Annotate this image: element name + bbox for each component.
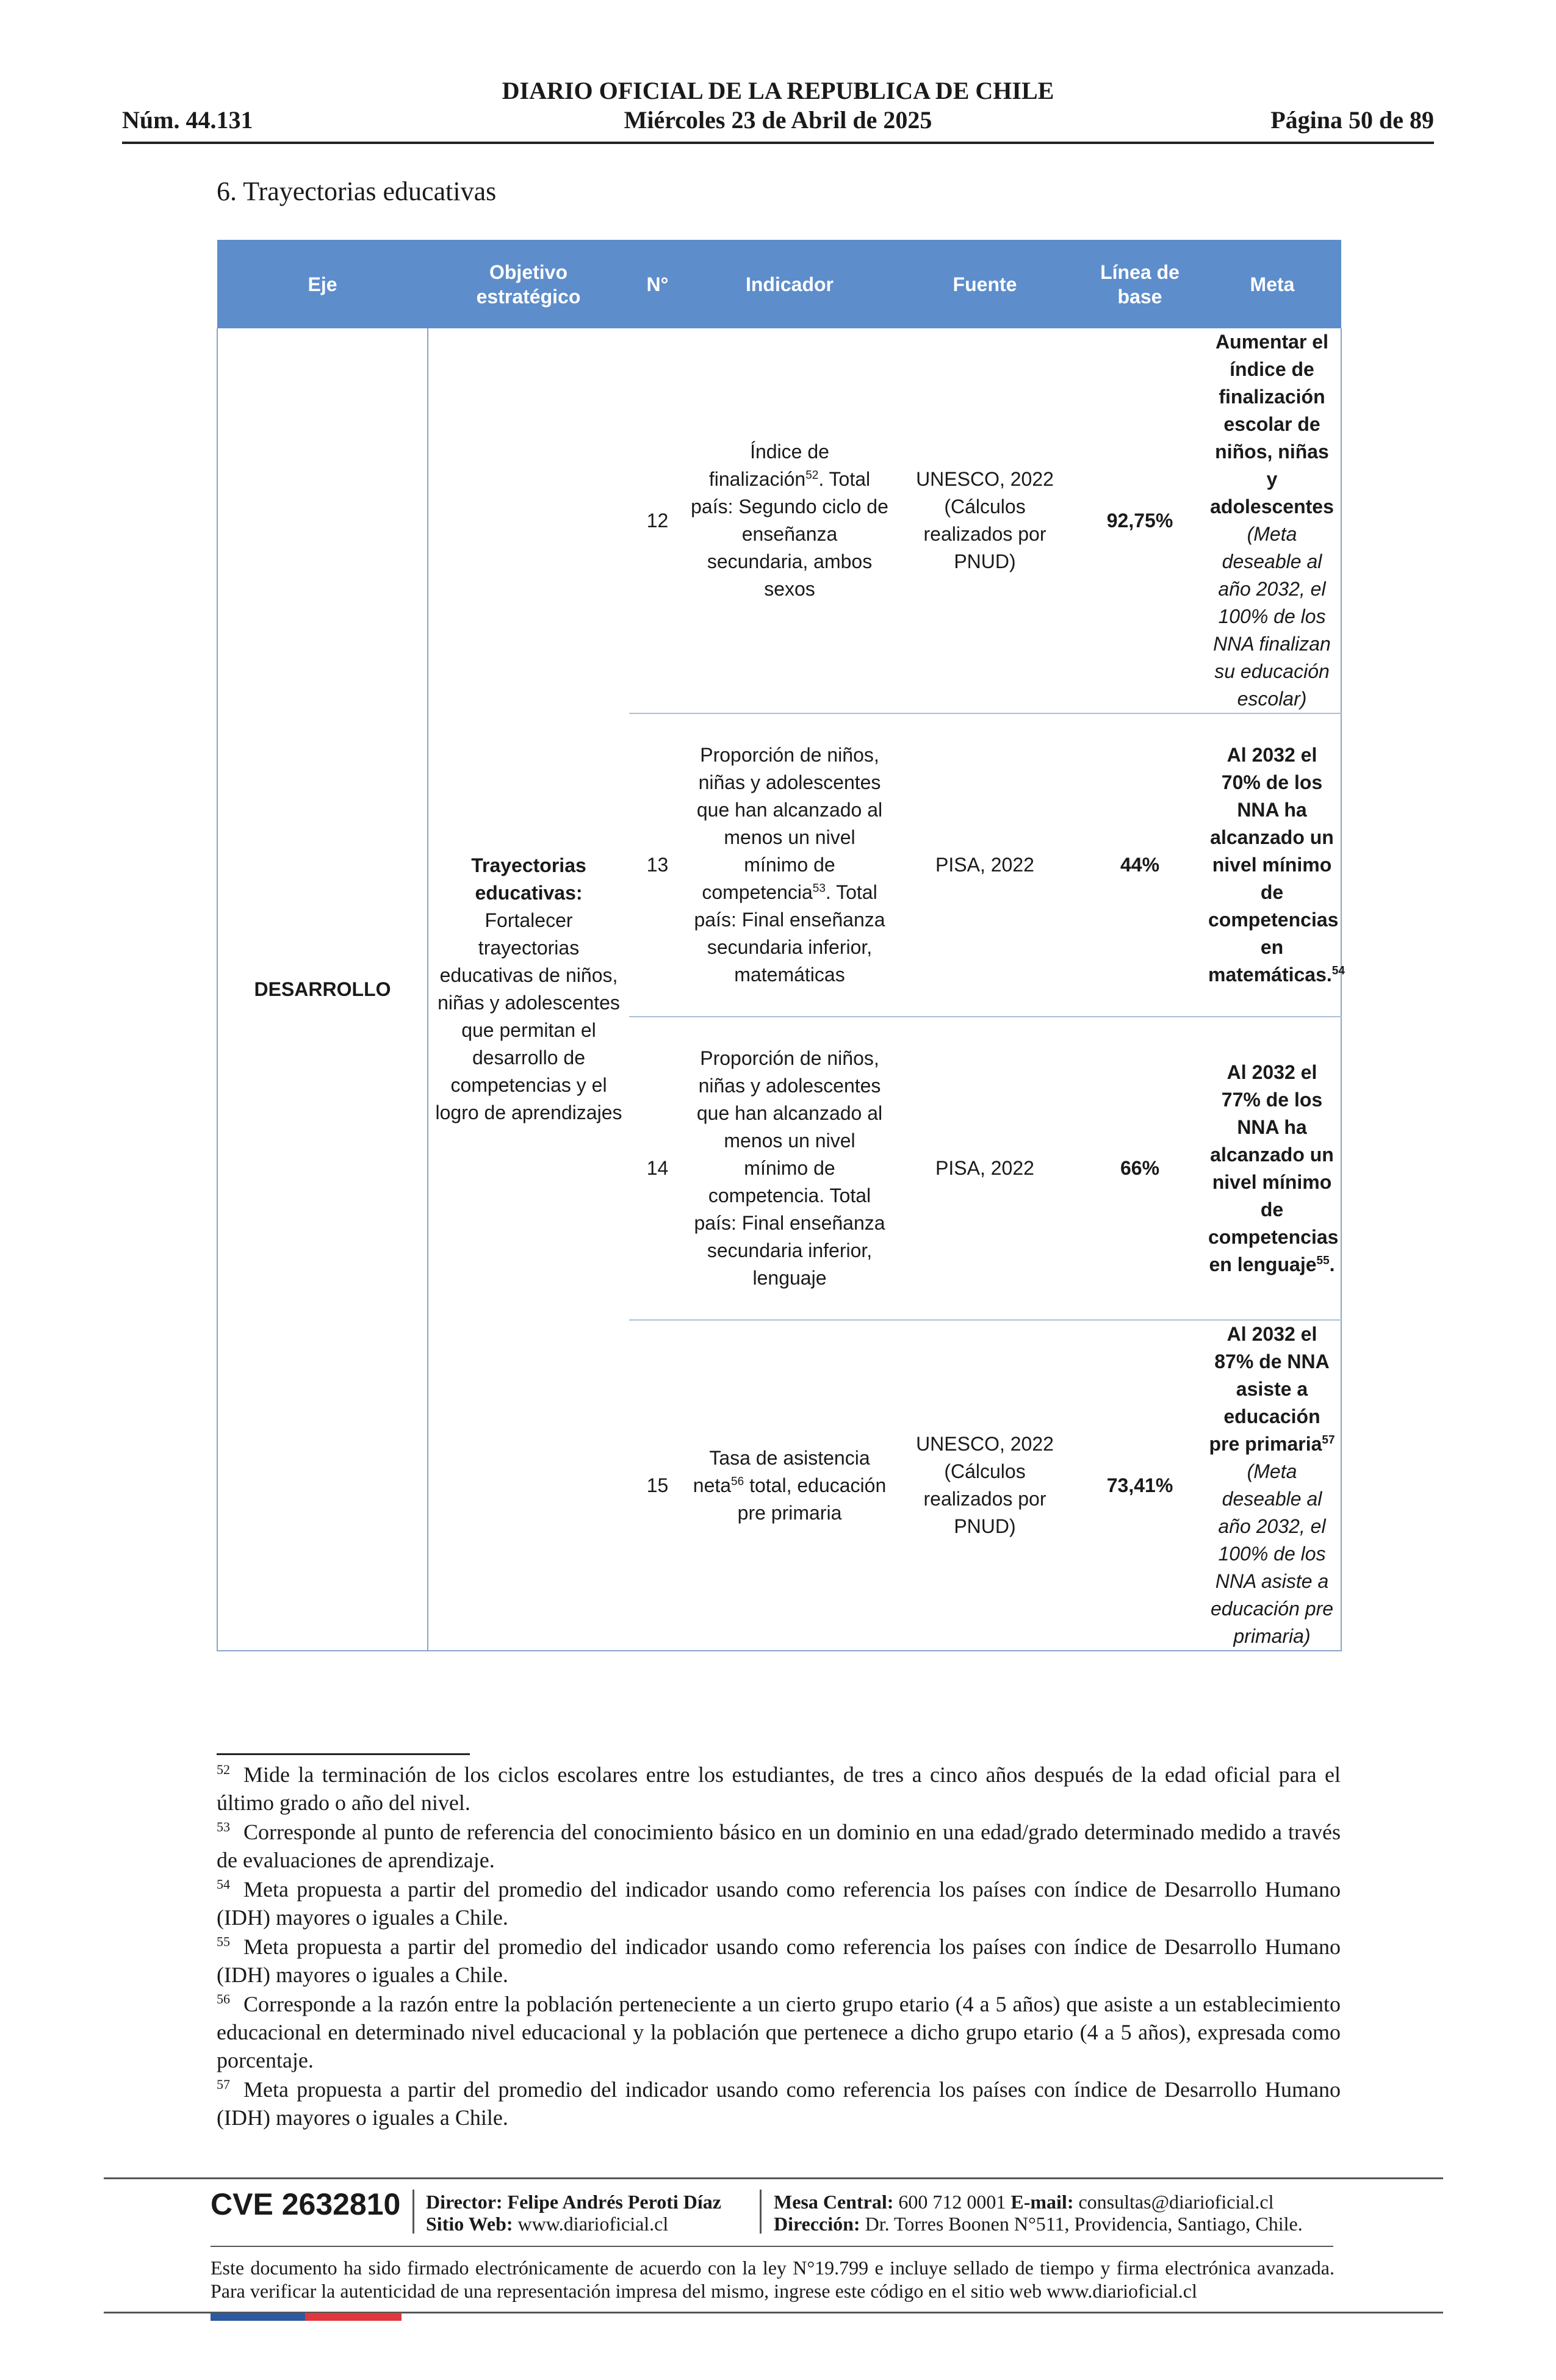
indicador-cell (686, 1320, 893, 1651)
footnote-mark: 54 (217, 1877, 230, 1892)
row-number: 14 (629, 1017, 686, 1320)
footer-divider-top (104, 2177, 1443, 2179)
direccion-label: Dirección: (774, 2213, 860, 2235)
meta-bold: Al 2032 el 70% de los NNA ha alcanzado un nivel mínimo de competencias en matemáticas. (1208, 744, 1339, 986)
footnote-ref: 52 (805, 469, 819, 482)
footnote-ref: 53 (812, 882, 826, 895)
meta-italic: (Meta deseable al año 2032, el 100% de los NNA asiste a educación pre primaria) (1210, 1460, 1334, 1647)
linea-base-cell: 66% (1076, 1017, 1203, 1320)
header-eje: Eje (217, 240, 428, 328)
footer-separator (412, 2190, 414, 2234)
footnote (217, 1990, 1341, 2074)
meta-cell (1203, 1320, 1341, 1651)
row-number: 15 (629, 1320, 686, 1651)
director-label: Director: (426, 2191, 503, 2213)
footnote (217, 1933, 1341, 1989)
objetivo-cell (428, 328, 629, 1651)
table-row (217, 328, 1341, 713)
footnote-ref: 54 (1331, 964, 1345, 978)
table-header-row (217, 240, 1341, 328)
indicador-text-post: total, educación pre primaria (737, 1474, 887, 1524)
website-link[interactable]: www.diarioficial.cl (517, 2213, 669, 2235)
header-objetivo (428, 240, 629, 328)
objetivo-bold: Trayectorias educativas: (471, 854, 586, 904)
footnote (217, 1875, 1341, 1931)
page-header (122, 76, 1434, 143)
footer-separator (760, 2190, 762, 2234)
header-center (122, 76, 1434, 135)
indicador-cell (686, 713, 893, 1017)
mesa-label: Mesa Central: (774, 2191, 894, 2213)
header-objetivo-line2: estratégico (476, 285, 581, 308)
footer-contact (774, 2191, 1303, 2235)
header-linea-line2: base (1117, 285, 1162, 308)
header-numero: N° (629, 240, 686, 328)
footnote-text: Corresponde a la razón entre la población perteneciente a un cierto grupo etario (4 a 5 años) que asiste a un establecimiento educacional en determinado nivel educacional y la población que pertenece a dicho grupo etario (4 a 5 años), expresada como porcentaje. (217, 1992, 1341, 2072)
footnote-divider (217, 1753, 470, 1755)
cve-code: CVE 2632810 (211, 2187, 401, 2221)
section-title: 6. Trayectorias educativas (217, 176, 497, 206)
header-linea-base (1076, 240, 1203, 328)
fuente-cell: PISA, 2022 (893, 713, 1076, 1017)
header-divider (122, 142, 1434, 144)
header-fuente: Fuente (893, 240, 1076, 328)
header-linea-line1: Línea de (1100, 261, 1180, 283)
flag-stripe-blue (211, 2313, 305, 2321)
meta-bold-post: . (1329, 1253, 1335, 1275)
signature-note: Este documento ha sido firmado electrónicamente de acuerdo con la ley N°19.799 e incluye sellado de tiempo y firma electrónica avanzada. Para verificar la autenticidad de una representación impresa del mismo, ingrese este código en el sitio web www.diarioficial.cl (211, 2257, 1334, 2302)
linea-base-cell: 73,41% (1076, 1320, 1203, 1651)
footnote-text: Mide la terminación de los ciclos escolares entre los estudiantes, de tres a cinco años después de la edad oficial para el último grado o año del nivel. (217, 1762, 1341, 1815)
footnote-ref: 55 (1316, 1253, 1330, 1267)
footnote-text: Meta propuesta a partir del promedio del indicador usando como referencia los países con índice de Desarrollo Humano (IDH) mayores o iguales a Chile. (217, 1877, 1341, 1930)
linea-base-cell: 44% (1076, 713, 1203, 1017)
indicators-table (217, 240, 1345, 1651)
footnote (217, 1818, 1341, 1874)
row-number: 13 (629, 713, 686, 1017)
footnote-mark: 52 (217, 1762, 230, 1777)
footnote (217, 1761, 1341, 1817)
publication-date: Miércoles 23 de Abril de 2025 (624, 106, 932, 134)
mesa-phone: 600 712 0001 (898, 2191, 1006, 2213)
email-label: E-mail: (1010, 2191, 1074, 2213)
fuente-cell: PISA, 2022 (893, 1017, 1076, 1320)
indicador-text: Proporción de niños, niñas y adolescentes que han alcanzado al menos un nivel mínimo de competencia. Total país: Final enseñanza secundaria inferior, lenguaje (694, 1047, 885, 1289)
meta-cell (1203, 713, 1345, 1017)
meta-bold: Al 2032 el 77% de los NNA ha alcanzado un nivel mínimo de competencias en lenguaje (1208, 1061, 1339, 1275)
fuente-cell: UNESCO, 2022 (Cálculos realizados por PNUD) (893, 328, 1076, 713)
footnote (217, 2075, 1341, 2132)
indicador-text-post: . Total país: Segundo ciclo de enseñanza secundaria, ambos sexos (691, 468, 888, 600)
director-name: Felipe Andrés Peroti Díaz (507, 2191, 721, 2213)
indicador-text: Tasa de asistencia neta (693, 1446, 870, 1496)
footnotes (217, 1761, 1341, 2133)
fuente-cell: UNESCO, 2022 (Cálculos realizados por PNUD) (893, 1320, 1076, 1651)
footnote-mark: 55 (217, 1934, 230, 1949)
page-number: Página 50 de 89 (1270, 106, 1434, 134)
indicador-cell (686, 1017, 893, 1320)
email-link[interactable]: consultas@diarioficial.cl (1078, 2191, 1274, 2213)
indicador-text: Índice de finalización (708, 441, 829, 490)
indicador-text: Proporción de niños, niñas y adolescentes que han alcanzado al menos un nivel mínimo de competencia (696, 744, 883, 903)
direccion-value: Dr. Torres Boonen N°511, Providencia, Santiago, Chile. (865, 2213, 1303, 2235)
meta-italic: (Meta deseable al año 2032, el 100% de los NNA finalizan su educación escolar) (1213, 523, 1331, 710)
footer-director (426, 2191, 721, 2235)
indicador-text-post: . Total país: Final enseñanza secundaria inferior, matemáticas (694, 881, 885, 986)
meta-cell (1203, 328, 1341, 713)
indicador-cell (686, 328, 893, 713)
footnote-text: Meta propuesta a partir del promedio del indicador usando como referencia los países con índice de Desarrollo Humano (IDH) mayores o iguales a Chile. (217, 2077, 1341, 2130)
objetivo-text: Fortalecer trayectorias educativas de niños, niñas y adolescentes que permitan el desarrollo de competencias y el logro de aprendizajes (435, 909, 622, 1123)
meta-bold: Aumentar el índice de finalización escolar de niños, niñas y adolescentes (1210, 331, 1334, 517)
footnote-mark: 56 (217, 1991, 230, 2007)
meta-cell (1203, 1017, 1341, 1320)
newspaper-title: DIARIO OFICIAL DE LA REPUBLICA DE CHILE (502, 77, 1054, 104)
footnote-text: Corresponde al punto de referencia del conocimiento básico en un dominio en una edad/grado determinado medido a través de evaluaciones de aprendizaje. (217, 1820, 1341, 1872)
footer-divider-mid (211, 2246, 1333, 2247)
web-label: Sitio Web: (426, 2213, 513, 2235)
row-number: 12 (629, 328, 686, 713)
header-indicador: Indicador (686, 240, 893, 328)
footnote-ref: 56 (731, 1474, 744, 1488)
flag-stripe-red (305, 2313, 402, 2321)
footnote-ref: 57 (1322, 1433, 1335, 1447)
header-meta: Meta (1203, 240, 1341, 328)
footnote-mark: 53 (217, 1819, 230, 1834)
meta-bold: Al 2032 el 87% de NNA asiste a educación pre primaria (1209, 1323, 1330, 1455)
footnote-text: Meta propuesta a partir del promedio del indicador usando como referencia los países con índice de Desarrollo Humano (IDH) mayores o iguales a Chile. (217, 1935, 1341, 1987)
header-objetivo-line1: Objetivo (489, 261, 567, 283)
issue-number: Núm. 44.131 (122, 106, 253, 134)
footnote-mark: 57 (217, 2077, 230, 2092)
eje-cell: DESARROLLO (217, 328, 428, 1651)
linea-base-cell: 92,75% (1076, 328, 1203, 713)
